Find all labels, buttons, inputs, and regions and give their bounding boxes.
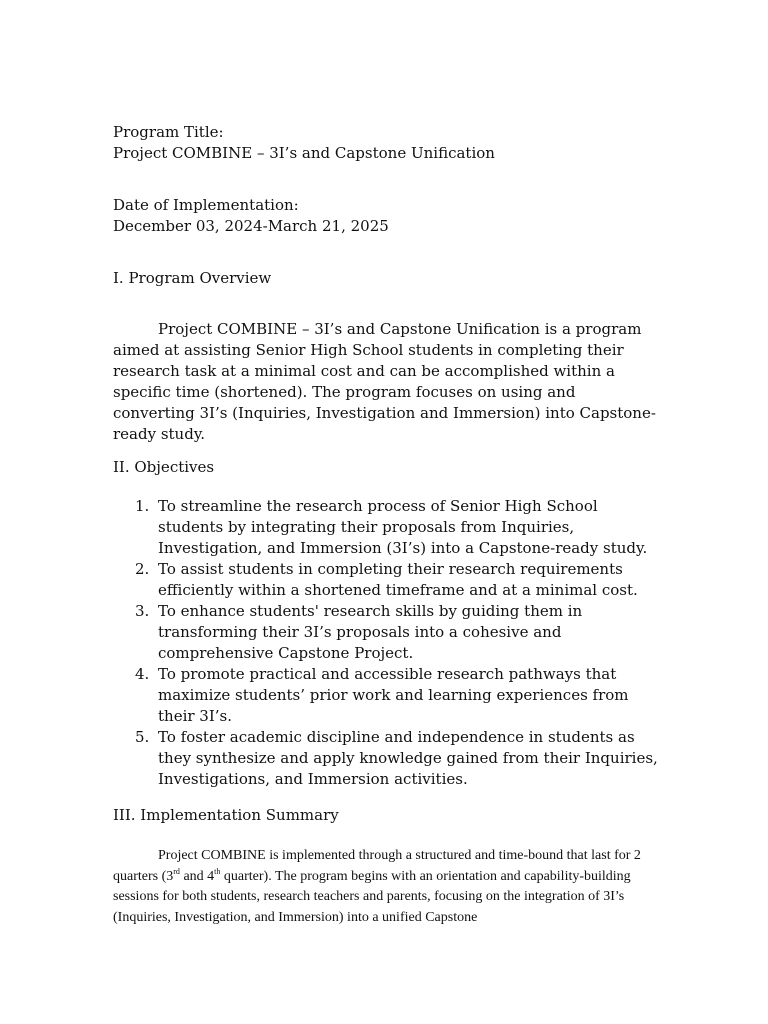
objective-number: 3. bbox=[135, 602, 150, 620]
summary-text-part: and 4 bbox=[179, 868, 215, 884]
summary-superscript: rd bbox=[173, 866, 180, 876]
objective-number: 5. bbox=[135, 728, 150, 746]
program-title-label: Program Title: bbox=[113, 123, 224, 141]
overview-paragraph: Project COMBINE – 3I’s and Capstone Unification is a program aimed at assisting Senior High School students in completing their research task at a minimal cost and can be accomplished within a specific time (shortened). The program focuses on using and converting 3I’s (Inquiries, Investigation and Immersion) into Capstone-ready study. bbox=[113, 320, 656, 443]
objective-text: To foster academic discipline and independence in students as they synthesize and apply knowledge gained from their Inquiries, Investigations, and Immersion activities. bbox=[158, 728, 658, 788]
objective-item bbox=[113, 601, 658, 664]
objective-item bbox=[113, 664, 658, 727]
objective-number: 4. bbox=[135, 665, 150, 683]
objective-item bbox=[113, 559, 658, 601]
objective-text: To assist students in completing their research requirements efficiently within a shortened timeframe and at a minimal cost. bbox=[158, 560, 638, 599]
objective-text: To streamline the research process of Senior High School students by integrating their proposals from Inquiries, Investigation, and Immersion (3I’s) into a Capstone-ready study. bbox=[158, 497, 648, 557]
summary-text-part: quarter). The program begins with an orientation and capability-building sessions for both students, research teachers and parents, focusing on the integration of 3I’s (Inquiries, Investigation, and Immersion) into a unified Capstone bbox=[113, 868, 631, 925]
objective-item bbox=[113, 496, 658, 559]
objective-text: To promote practical and accessible research pathways that maximize students’ prior work and learning experiences from their 3I’s. bbox=[158, 665, 629, 725]
objectives-heading: II. Objectives bbox=[113, 458, 215, 476]
overview-heading: I. Program Overview bbox=[113, 269, 272, 287]
implementation-date-label: Date of Implementation: bbox=[113, 196, 299, 214]
program-title-value: Project COMBINE – 3I’s and Capstone Unification bbox=[113, 144, 495, 162]
summary-text-part: Project COMBINE is implemented through a structured and time-bound that last for 2 quarters (3 bbox=[113, 848, 641, 884]
objectives-list bbox=[113, 496, 658, 790]
objective-number: 1. bbox=[135, 497, 150, 515]
document-page bbox=[113, 122, 658, 942]
summary-heading: III. Implementation Summary bbox=[113, 806, 339, 824]
objective-number: 2. bbox=[135, 560, 150, 578]
objective-text: To enhance students' research skills by guiding them in transforming their 3I’s proposals into a cohesive and comprehensive Capstone Project. bbox=[158, 602, 583, 662]
implementation-date-value: December 03, 2024-March 21, 2025 bbox=[113, 217, 389, 235]
summary-paragraph bbox=[113, 846, 658, 928]
objective-item bbox=[113, 727, 658, 790]
summary-superscript: th bbox=[214, 866, 221, 876]
